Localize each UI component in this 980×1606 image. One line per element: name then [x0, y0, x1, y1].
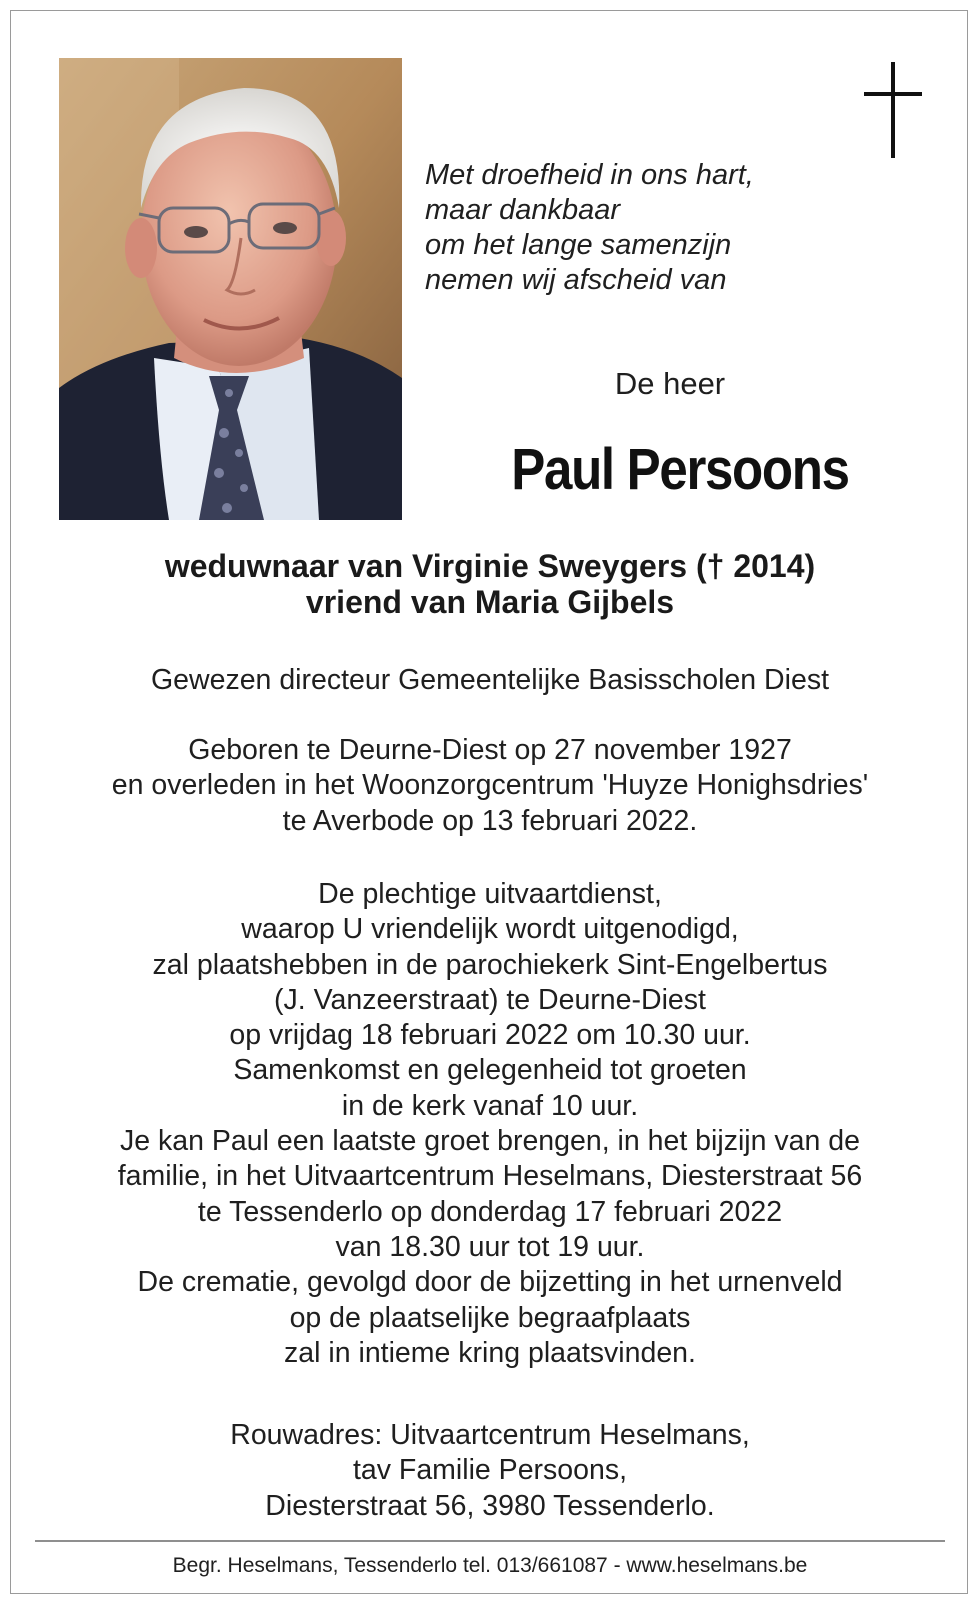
address-line: tav Familie Persoons,: [352, 1454, 628, 1487]
ceremony-line: te Tessenderlo op donderdag 17 februari 2022: [197, 1195, 783, 1228]
footer-text: Begr. Heselmans, Tessenderlo tel. 013/661087 - www.heselmans.be: [172, 1554, 808, 1577]
ceremony-line: zal plaatshebben in de parochiekerk Sint-Engelbertus: [152, 948, 828, 981]
ceremony-line: Samenkomst en gelegenheid tot groeten: [233, 1054, 747, 1087]
intro-line: Met droefheid in ons hart,: [425, 159, 754, 191]
relation-line: weduwnaar van Virginie Sweygers († 2014): [164, 548, 816, 584]
birth-death-line: te Averbode op 13 februari 2022.: [282, 804, 698, 837]
salutation: De heer: [614, 366, 726, 401]
ceremony-line: familie, in het Uitvaartcentrum Heselmans, Diesterstraat 56: [117, 1160, 863, 1193]
ceremony-line: De plechtige uitvaartdienst,: [318, 878, 662, 910]
ceremony-line: van 18.30 uur tot 19 uur.: [335, 1230, 645, 1263]
birth-death-line: en overleden in het Woonzorgcentrum 'Huyze Honighsdries': [111, 769, 869, 802]
birth-death-block: [40, 733, 940, 839]
ceremony-line: op vrijdag 18 februari 2022 om 10.30 uur.: [229, 1019, 751, 1052]
function-line: [40, 663, 940, 698]
portrait-photo: [59, 58, 402, 520]
ceremony-line: (J. Vanzeerstraat) te Deurne-Diest: [274, 983, 706, 1016]
deceased-name: Paul Persoons: [511, 437, 849, 502]
ceremony-line: in de kerk vanaf 10 uur.: [341, 1089, 639, 1122]
birth-death-line: Geboren te Deurne-Diest op 27 november 1927: [188, 734, 792, 766]
intro-text: [425, 158, 925, 298]
ceremony-line: zal in intieme kring plaatsvinden.: [284, 1336, 696, 1369]
relations: [40, 548, 940, 620]
footer-divider: [35, 1540, 945, 1542]
address-block: [40, 1418, 940, 1524]
address-line: Rouwadres: Uitvaartcentrum Heselmans,: [230, 1419, 750, 1451]
ceremony-line: waarop U vriendelijk wordt uitgenodigd,: [241, 913, 739, 946]
function-text: Gewezen directeur Gemeentelijke Basisscholen Diest: [151, 664, 829, 696]
intro-line: maar dankbaar: [425, 194, 621, 226]
intro-line: nemen wij afscheid van: [425, 264, 727, 296]
ceremony-block: [40, 877, 940, 1371]
ceremony-line: op de plaatselijke begraafplaats: [289, 1301, 691, 1334]
cross-icon: [864, 62, 924, 158]
relation-line: vriend van Maria Gijbels: [305, 584, 675, 620]
address-line: Diesterstraat 56, 3980 Tessenderlo.: [265, 1489, 715, 1522]
ceremony-line: De crematie, gevolgd door de bijzetting in het urnenveld: [137, 1266, 843, 1299]
intro-line: om het lange samenzijn: [425, 229, 732, 261]
ceremony-line: Je kan Paul een laatste groet brengen, in het bijzijn van de: [120, 1125, 860, 1158]
